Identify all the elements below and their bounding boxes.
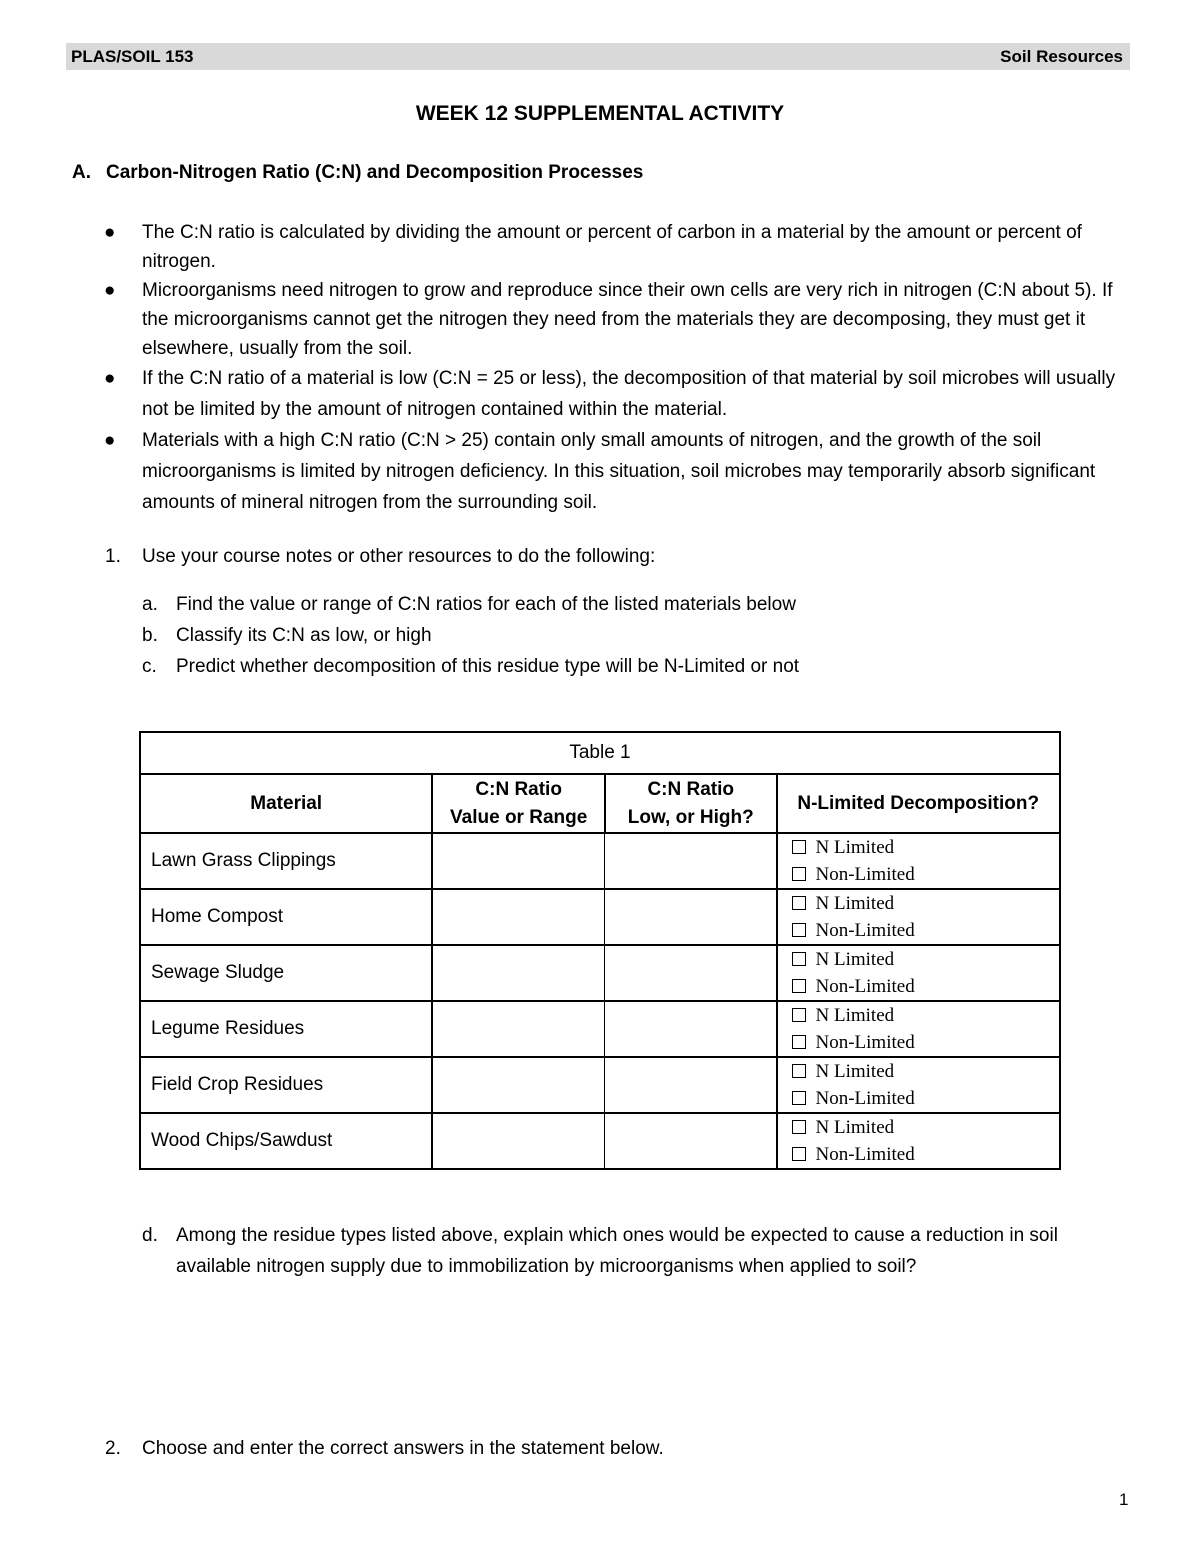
checkbox-icon[interactable] [792,896,806,910]
non-limited-option[interactable]: Non-Limited [792,861,1060,888]
running-header [66,43,1130,70]
ratio-class-input[interactable] [605,945,777,1001]
checkbox-icon[interactable] [792,867,806,881]
header-n-limited: N-Limited Decomposition? [777,774,1061,833]
bullet-icon: ● [104,280,116,301]
subitem-letter: d. [142,1225,158,1246]
checkbox-icon[interactable] [792,1091,806,1105]
header-ratio-value: C:N Ratio Value or Range [432,774,605,833]
n-limited-options [777,1113,1061,1169]
material-cell: Field Crop Residues [140,1057,432,1113]
page-title: WEEK 12 SUPPLEMENTAL ACTIVITY [415,102,785,125]
n-limited-option[interactable]: N Limited [792,890,1060,917]
material-cell: Lawn Grass Clippings [140,833,432,889]
material-cell: Legume Residues [140,1001,432,1057]
non-limited-option[interactable]: Non-Limited [792,1029,1060,1056]
checkbox-icon[interactable] [792,952,806,966]
n-limited-option[interactable]: N Limited [792,1002,1060,1029]
checkbox-icon[interactable] [792,1120,806,1134]
section-a-heading [72,162,643,184]
bullet-item: ● Microorganisms need nitrogen to grow and reproduce since their own cells are very rich in nitrogen (C:N about 5). If the microorganisms cannot get the nitrogen they need from the materials they are decomposing, they must get it elsewhere, usually from the soil. [100,276,1140,363]
non-limited-option[interactable]: Non-Limited [792,1141,1060,1168]
info-bullet-list [100,218,1140,518]
cn-ratio-table [139,731,1061,1170]
subitem-a: a. Find the value or range of C:N ratios for each of the listed materials below [142,594,796,615]
subitem-d [142,1220,1132,1282]
n-limited-option[interactable]: N Limited [792,1058,1060,1085]
ratio-value-input[interactable] [432,833,605,889]
n-limited-options [777,889,1061,945]
table-caption: Table 1 [140,732,1060,774]
question-number: 1. [105,546,121,567]
ratio-class-input[interactable] [605,889,777,945]
ratio-class-input[interactable] [605,1001,777,1057]
material-cell: Home Compost [140,889,432,945]
ratio-class-input[interactable] [605,833,777,889]
checkbox-icon[interactable] [792,1035,806,1049]
n-limited-options [777,1001,1061,1057]
question-text: Choose and enter the correct answers in the statement below. [142,1438,664,1459]
table-row [140,1001,1060,1057]
ratio-value-input[interactable] [432,889,605,945]
material-cell: Wood Chips/Sawdust [140,1113,432,1169]
table-row [140,1113,1060,1169]
question-text: Use your course notes or other resources to do the following: [142,546,656,567]
n-limited-option[interactable]: N Limited [792,1114,1060,1141]
bullet-icon: ● [104,430,116,451]
bullet-item: ● The C:N ratio is calculated by dividing the amount or percent of carbon in a material by the amount or percent of nitrogen. [100,218,1140,276]
bullet-item: ● If the C:N ratio of a material is low (C:N = 25 or less), the decomposition of that material by soil microbes will usually not be limited by the amount of nitrogen contained within the material. [100,363,1140,425]
section-title: Carbon-Nitrogen Ratio (C:N) and Decomposition Processes [106,162,644,183]
checkbox-icon[interactable] [792,1147,806,1161]
bullet-icon: ● [104,222,116,243]
table-row [140,889,1060,945]
checkbox-icon[interactable] [792,923,806,937]
checkbox-icon[interactable] [792,1064,806,1078]
course-subject: Soil Resources [1000,47,1123,66]
n-limited-options [777,1057,1061,1113]
n-limited-options [777,945,1061,1001]
non-limited-option[interactable]: Non-Limited [792,973,1060,1000]
n-limited-option[interactable]: N Limited [792,946,1060,973]
n-limited-option[interactable]: N Limited [792,834,1060,861]
checkbox-icon[interactable] [792,840,806,854]
ratio-class-input[interactable] [605,1113,777,1169]
question-1 [105,546,655,568]
table-row [140,833,1060,889]
subitem-b: b. Classify its C:N as low, or high [142,625,432,646]
n-limited-options [777,833,1061,889]
bullet-item: ● Materials with a high C:N ratio (C:N > 25) contain only small amounts of nitrogen, and the growth of the soil microorganisms is limited by nitrogen deficiency. In this situation, soil microbes may temporarily absorb significant amounts of mineral nitrogen from the surrounding soil. [100,425,1140,518]
question-number: 2. [105,1438,121,1459]
section-label: A. [72,162,91,183]
header-material: Material [140,774,432,833]
checkbox-icon[interactable] [792,1008,806,1022]
table-header-row [140,774,1060,833]
course-code: PLAS/SOIL 153 [71,47,194,66]
table-row [140,1057,1060,1113]
ratio-class-input[interactable] [605,1057,777,1113]
question-2 [105,1438,664,1460]
ratio-value-input[interactable] [432,1001,605,1057]
non-limited-option[interactable]: Non-Limited [792,917,1060,944]
subitem-text: Among the residue types listed above, explain which ones would be expected to cause a reduction in soil available nitrogen supply due to immobilization by microorganisms when applied to soil? [176,1225,1058,1277]
ratio-value-input[interactable] [432,1057,605,1113]
bullet-icon: ● [104,368,116,389]
page-number: 1 [1119,1490,1129,1509]
checkbox-icon[interactable] [792,979,806,993]
subitem-c: c. Predict whether decomposition of this residue type will be N-Limited or not [142,656,800,677]
ratio-value-input[interactable] [432,1113,605,1169]
header-ratio-class: C:N Ratio Low, or High? [605,774,777,833]
material-cell: Sewage Sludge [140,945,432,1001]
table-row [140,945,1060,1001]
non-limited-option[interactable]: Non-Limited [792,1085,1060,1112]
ratio-value-input[interactable] [432,945,605,1001]
